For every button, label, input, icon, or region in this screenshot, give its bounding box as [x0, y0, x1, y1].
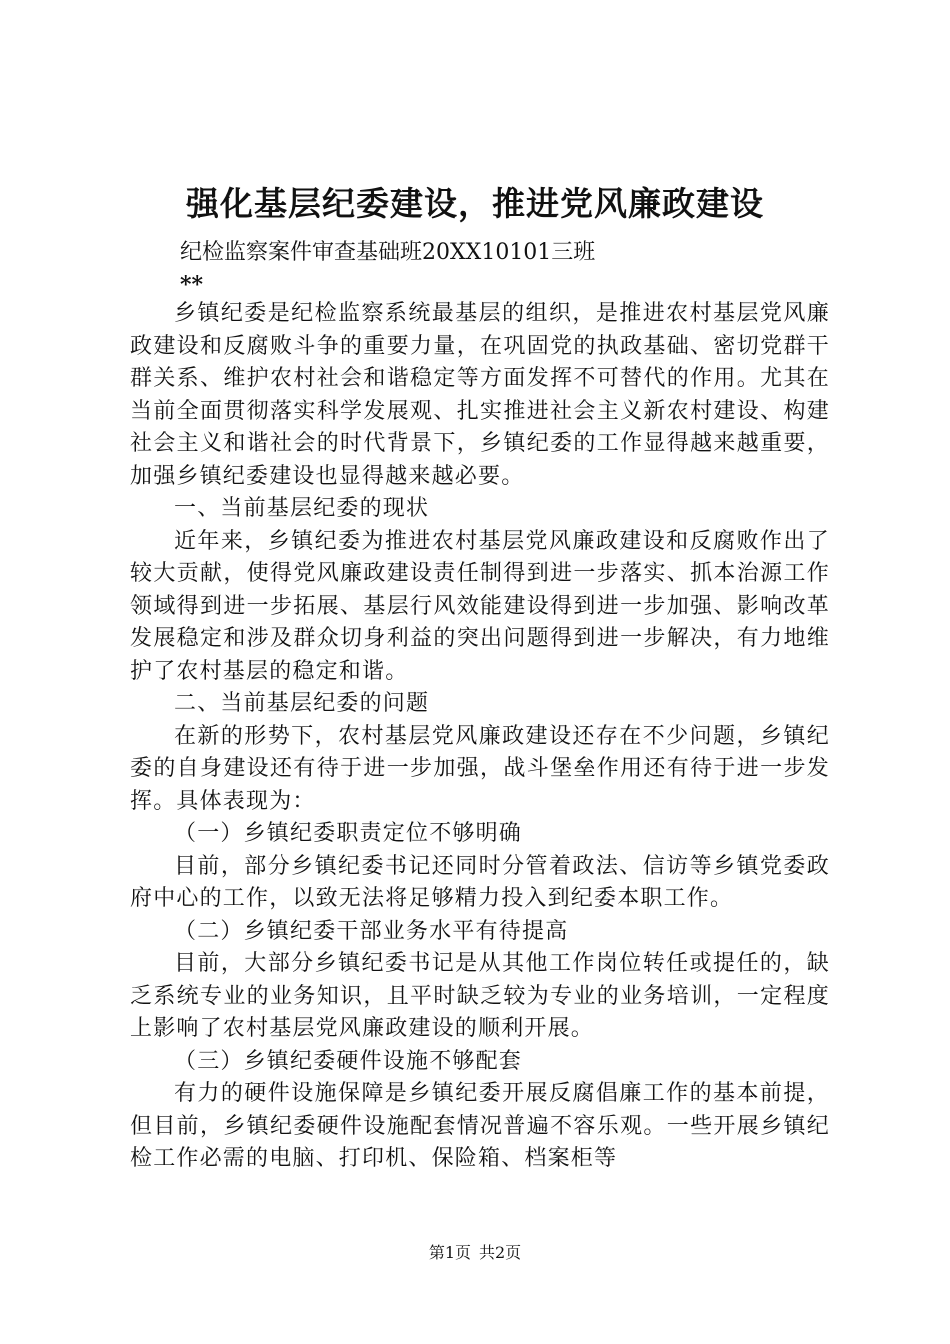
paragraph-intro: 乡镇纪委是纪检监察系统最基层的组织，是推进农村基层党风廉政建设和反腐败斗争的重要力量，在巩固党的执政基础、密切党群干群关系、维护农村社会和谐稳定等方面发挥不可替代的作用。尤其在当前全面贯彻落实科学发展观、扎实推进社会主义新农村建设、构建社会主义和谐社会的时代背景下，乡镇纪委的工作显得越来越重要，加强乡镇纪委建设也显得越来越必要。 — [130, 301, 830, 489]
subheading-2: （二）乡镇纪委干部业务水平有待提高 — [174, 918, 569, 944]
section-heading-2: 二、当前基层纪委的问题 — [174, 691, 430, 716]
paragraph-problems: 在新的形势下，农村基层党风廉政建设还存在不少问题，乡镇纪委的自身建设还有待于进一步加强，战斗堡垒作用还有待于进一步发挥。具体表现为： — [130, 723, 830, 814]
document-author: ** — [180, 272, 204, 298]
section-heading-1: 一、当前基层纪委的现状 — [174, 496, 430, 521]
paragraph-hardware: 有力的硬件设施保障是乡镇纪委开展反腐倡廉工作的基本前提，但目前，乡镇纪委硬件设施配套情况普遍不容乐观。一些开展乡镇纪检工作必需的电脑、打印机、保险箱、档案柜等 — [130, 1081, 830, 1171]
subheading-1: （一）乡镇纪委职责定位不够明确 — [174, 821, 523, 846]
paragraph-skills: 目前，大部分乡镇纪委书记是从其他工作岗位转任或提任的，缺乏系统专业的业务知识，且平时缺乏较为专业的业务培训，一定程度上影响了农村基层党风廉政建设的顺利开展。 — [130, 951, 830, 1041]
paragraph-status: 近年来，乡镇纪委为推进农村基层党风廉政建设和反腐败作出了较大贡献，使得党风廉政建设责任制得到进一步落实、抓本治源工作领域得到进一步拓展、基层行风效能建设得到进一步加强、影响改革发展稳定和涉及群众切身利益的突出问题得到进一步解决，有力地维护了农村基层的稳定和谐。 — [130, 528, 830, 684]
document-title: 强化基层纪委建设，推进党风廉政建设 — [186, 184, 764, 223]
document-subtitle: 纪检监察案件审查基础班20XX10101三班 — [180, 240, 596, 265]
page-total: 共2页 — [479, 1243, 522, 1262]
page-number: 第1页 — [428, 1243, 471, 1262]
document-body — [130, 298, 830, 1176]
paragraph-duty: 目前，部分乡镇纪委书记还同时分管着政法、信访等乡镇党委政府中心的工作，以致无法将足够精力投入到纪委本职工作。 — [130, 853, 830, 911]
subheading-3: （三）乡镇纪委硬件设施不够配套 — [174, 1048, 523, 1074]
page-footer — [0, 1242, 950, 1264]
